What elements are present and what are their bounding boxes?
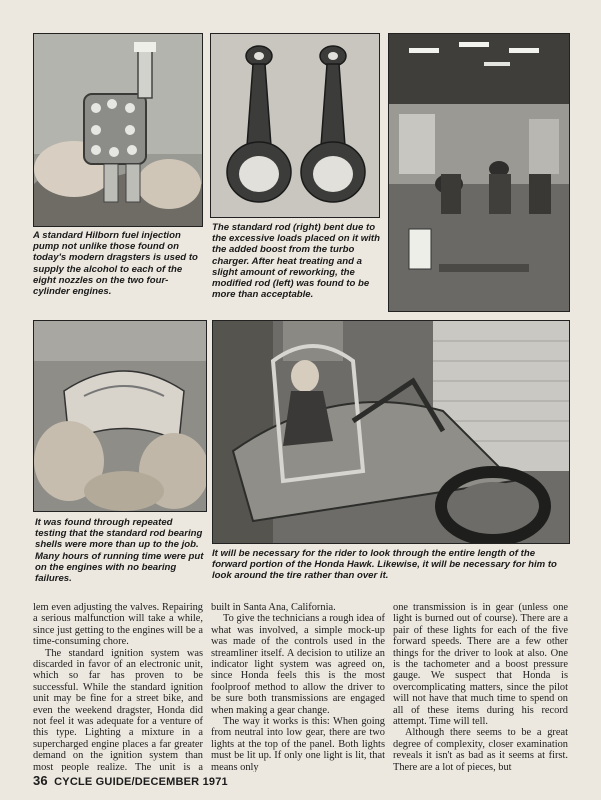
workshop-image — [389, 34, 569, 311]
page-number: 36 — [33, 773, 48, 788]
publication-line: CYCLE GUIDE/DECEMBER 1971 — [54, 776, 228, 788]
caption-streamliner: It will be necessary for the rider to look through the entire length of the forward portion of the Honda Hawk. Likewise, it will be necessary for him to look around the tire rather than over it. — [212, 548, 557, 582]
photo-bearing-shell — [33, 320, 207, 512]
connecting-rods-image — [211, 34, 379, 217]
article-paragraph: one transmission is in gear (unless one light is burned out of course). There are a pair of these lights for each of the five forward speeds. There are a few other things for the driver to look at also. One is the tachometer and a boost pressure gauge. We suspect that Honda is overcomplicating matters, since the pilot will not have that much time to spend on all of these items during his record attempt. Time will tell. — [393, 602, 568, 728]
caption-connecting-rods: The standard rod (right) bent due to the excessive loads placed on it with the added boost from the turbo charger. After heat treating and a slight amount of reworking, the modified rod (left) was found to be more than acceptable. — [212, 222, 380, 301]
page-footer — [33, 773, 228, 788]
article-column-1 — [33, 602, 203, 772]
photo-workshop — [388, 33, 570, 312]
article-paragraph: The way it works is this: When going from neutral into low gear, there are two lights at the top of the panel. Both lights must be lit up. If only one light is lit, that means only — [211, 716, 385, 772]
caption-bearing-shell: It was found through repeated testing that the standard rod bearing shells were more than up to the job. Many hours of running time were put on the engines with no bearing failures. — [35, 517, 204, 585]
streamliner-image — [213, 321, 569, 543]
article-column-2 — [211, 602, 385, 772]
photo-fuel-pump — [33, 33, 203, 227]
photo-streamliner — [212, 320, 570, 544]
article-paragraph: To give the technicians a rough idea of what was involved, a simple mock-up was made of the controls used in the streamliner itself. A decision to utilize an indicator light system was agreed on, since Honda feels this is the most foolproof method to allow the driver to be sure both transmissions are engaged when making a gear change. — [211, 613, 385, 716]
caption-fuel-pump: A standard Hilborn fuel injection pump not unlike those found on today's modern dragsters is used to supply the alcohol to each of the eight nozzles on the two four-cylinder engines. — [33, 230, 198, 298]
fuel-pump-image — [34, 34, 202, 226]
article-paragraph: The standard ignition system was discarded in favor of an electronic unit, which so far has proven to be successful. While the standard ignition unit may be fine for a street bike, and even the weekend dragster, Honda did not feel it was adequate for a venture of this type. Lighting a mixture in a supercharged engine places a far greater demand on the ignition system than most people realize. The unit is a — [33, 647, 203, 772]
photo-connecting-rods — [210, 33, 380, 218]
bearing-shell-image — [34, 321, 206, 511]
article-column-3 — [393, 602, 568, 772]
article-paragraph: built in Santa Ana, California. — [211, 602, 336, 613]
article-paragraph: Although there seems to be a great degree of complexity, closer examination reveals it isn't as bad as it seems at first. There are a lot of pieces, but — [393, 727, 568, 772]
article-paragraph: lem even adjusting the valves. Repairing a serious malfunction will take a while, since just getting to the engines will be a time-consuming chore. — [33, 602, 203, 648]
